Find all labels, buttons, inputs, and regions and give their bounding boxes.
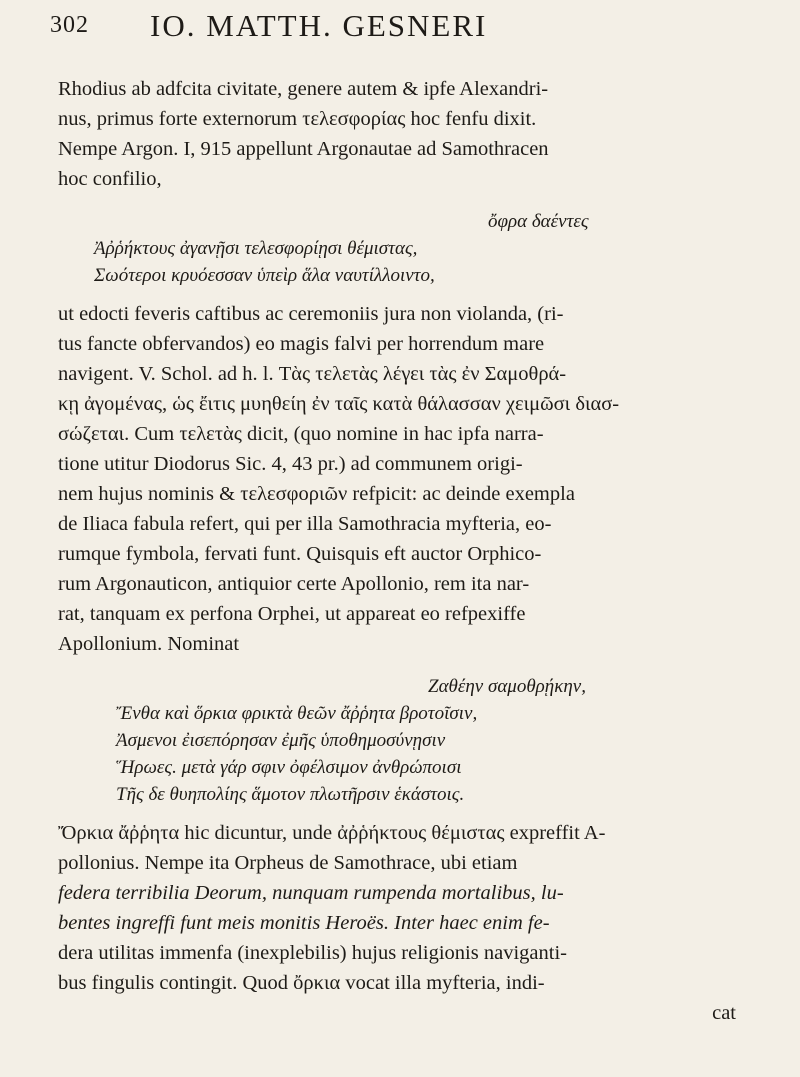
text-line: Ὄρκια ἄῤῥητα hic dicuntur, unde ἀῤῥήκτους θέμιστας expreffit A- [58,822,606,844]
text-line: pollonius. Nempe ita Orpheus de Samothrace, ubi etiam [58,852,518,874]
text-line: de Iliaca fabula refert, qui per illa Samothracia myfteria, eo- [58,513,552,535]
text-line: tione utitur Diodorus Sic. 4, 43 pr.) ad communem origi- [58,453,523,475]
verse-line: Ἀῤῥήκτους ἀγανῇσι τελεσφορίῃσι θέμιστας, [94,238,418,259]
text-line: federa terribilia Deorum, nunquam rumpenda mortalibus, lu- [58,882,564,904]
paragraph-2 [58,299,742,659]
text-line: nem hujus nominis & τελεσφοριῶν refpicit: ac deinde exempla [58,483,575,505]
text-line: bus fingulis contingit. Quod ὄρκια vocat illa myfteria, indi- [58,972,545,994]
catchword: cat [712,1002,736,1024]
page-number: 302 [50,12,89,38]
page-header [50,8,750,60]
text-line: dera utilitas immenfa (inexplebilis) hujus religionis naviganti- [58,942,567,964]
text-line: ut edocti feveris caftibus ac ceremoniis jura non violanda, (ri- [58,303,564,325]
text-line: Rhodius ab adfcita civitate, genere autem & ipfe Alexandri- [58,78,549,100]
text-line: rat, tanquam ex perfona Orphei, ut appareat eo refpexiffe [58,603,526,625]
text-line: tus fancte obfervandos) eo magis falvi per horrendum mare [58,333,545,355]
text-line: navigent. V. Schol. ad h. l. Τὰς τελετὰς λέγει τὰς ἐν Σαμοθρά- [58,363,567,385]
body-text [58,74,742,1028]
greek-verse-quotation-1 [58,208,742,289]
verse-line: Σωότεροι κρυόεσσαν ὑπεὶρ ἅλα ναυτίλλοιντο, [94,265,435,286]
verse-line: ὄφρα δαέντες [488,211,589,232]
text-line: σώζεται. Cum τελετὰς dicit, (quo nomine in hac ipfa narra- [58,423,544,445]
text-line: rum Argonauticon, antiquior certe Apollonio, rem ita nar- [58,573,530,595]
verse-line: Ἥρωες. μετὰ γάρ σφιν ὀφέλσιμον ἀνθρώποισι [116,757,462,778]
text-line: κῃ ἀγομένας, ὡς ἔιτις μυηθείη ἐν ταῖς κατὰ θάλασσαν χειμῶσι διασ- [58,393,620,415]
verse-line: Τῆς δε θυηπολίης ἅμοτον πλωτῆρσιν ἑκάστοις. [116,784,465,805]
text-line: Nempe Argon. I, 915 appellunt Argonautae ad Samothracen [58,138,549,160]
text-line: rumque fymbola, fervati funt. Quisquis eft auctor Orphico- [58,543,542,565]
verse-line: Ἔνθα καὶ ὅρκια φρικτὰ θεῶν ἄῤῥητα βροτοῖσιν, [116,703,478,724]
verse-line: Ἀσμενοι ἐισεπόρησαν ἐμῆς ὑποθημοσύνῃσιν [116,730,446,751]
text-line: bentes ingreffi funt meis monitis Heroës. Inter haec enim fe- [58,912,550,934]
text-line: Apollonium. Nominat [58,633,240,655]
text-line: hoc confilio, [58,168,162,190]
paragraph-3 [58,818,742,998]
running-head: IO. MATTH. GESNERI [150,8,488,43]
paragraph-1 [58,74,742,194]
text-line: nus, primus forte externorum τελεσφορίας hoc fenfu dixit. [58,108,537,130]
verse-line: Ζαθέην σαμοθρῄκην, [428,676,586,697]
greek-verse-quotation-2 [58,673,742,808]
